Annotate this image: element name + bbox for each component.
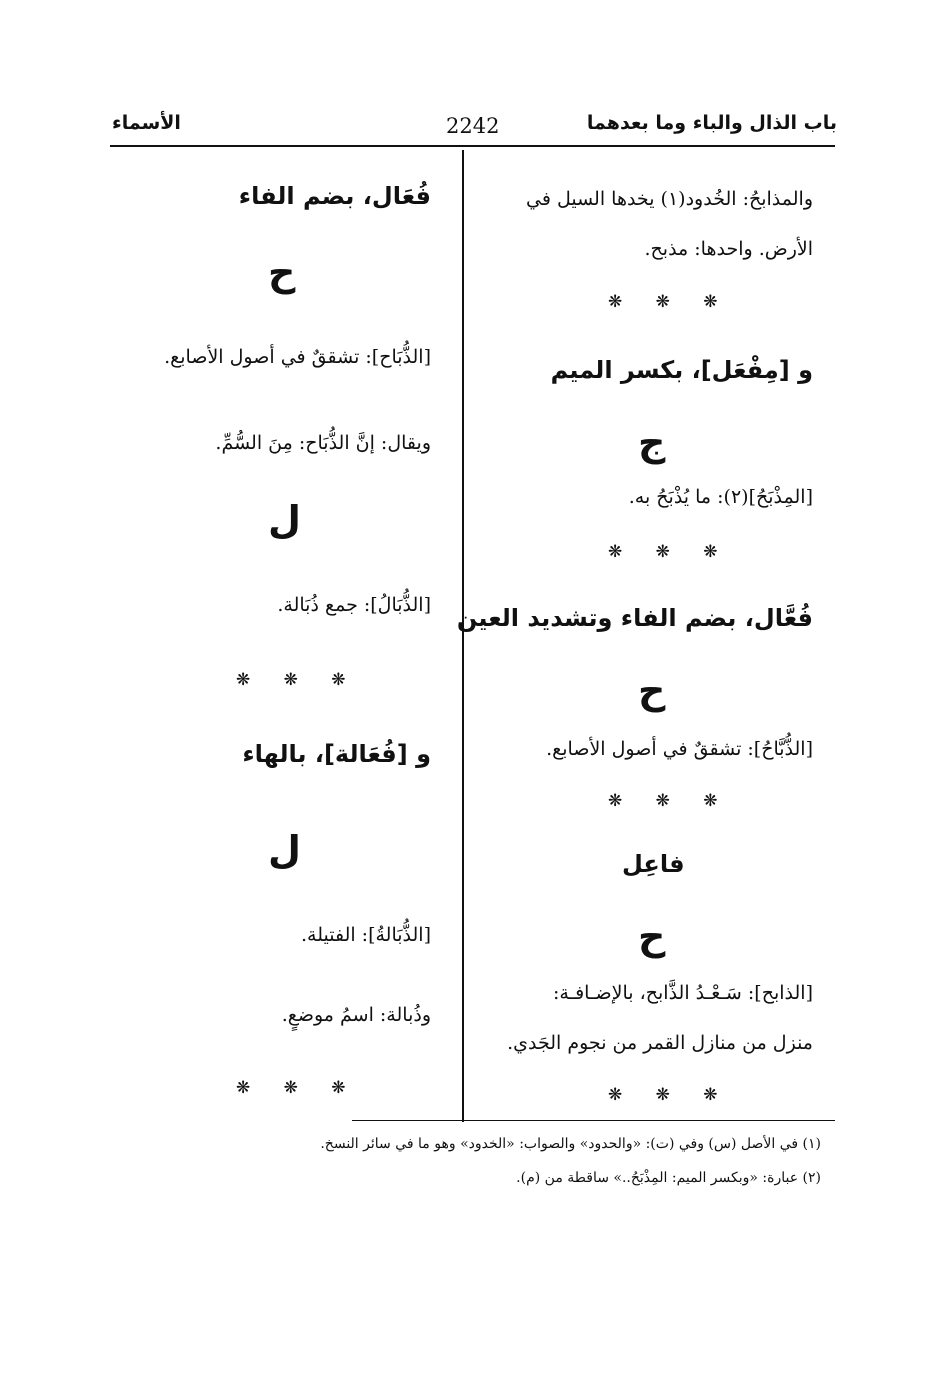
- footnote-1: (١) في الأصل (س) وفي (ت): «والحدود» والصواب: «الخدود» وهو ما في سائر النسخ.: [320, 1136, 821, 1152]
- letter-ha: ح: [638, 914, 666, 958]
- entry-midhbah: [المِذْبَحُ](٢): ما يُذْبَحُ به.: [628, 486, 813, 508]
- section-title: الأسماء: [112, 112, 181, 134]
- letter-ha: ح: [638, 668, 666, 712]
- page-number: 2242: [446, 114, 500, 138]
- chapter-title: باب الذال والباء وما بعدهما: [586, 112, 837, 134]
- letter-jim: ج: [638, 420, 666, 464]
- heading-mifal: و [مِفْعَل]، بكسر الميم: [550, 356, 813, 384]
- letter-lam: ل: [268, 498, 301, 542]
- heading-fual: فُعَال، بضم الفاء: [238, 182, 431, 210]
- column-divider: [462, 150, 464, 1122]
- heading-fuaal: فُعَّال، بضم الفاء وتشديد العين: [456, 604, 813, 632]
- right-line-1: والمذابحُ: الخُدود(١) يخدها السيل في: [526, 188, 813, 210]
- right-line-2: الأرض. واحدها: مذبح.: [644, 238, 813, 260]
- separator-stars: ❋ ❋ ❋: [236, 670, 360, 690]
- separator-stars: ❋ ❋ ❋: [608, 791, 732, 811]
- entry-dhubbah: [الذُّبَّاحُ]: تشققٌ في أصول الأصابع.: [546, 738, 813, 760]
- entry-dhubala-place: وذُبالة: اسمُ موضعٍ.: [281, 1004, 431, 1026]
- letter-lam: ل: [268, 828, 301, 872]
- entry-dhubah: [الذُّبَاح]: تشققٌ في أصول الأصابع.: [164, 346, 431, 368]
- entry-dhabih-2: منزل من منازل القمر من نجوم الجَدي.: [507, 1032, 813, 1054]
- entry-dhubal: [الذُّبَالُ]: جمع ذُبَالة.: [277, 594, 431, 616]
- footnote-rule: [352, 1120, 835, 1121]
- letter-ha: ح: [268, 250, 296, 294]
- header-rule: [110, 145, 835, 147]
- entry-dhubala: [الذُّبَالةُ]: الفتيلة.: [300, 924, 431, 946]
- heading-fail: فاعِل: [622, 850, 685, 878]
- separator-stars: ❋ ❋ ❋: [608, 542, 732, 562]
- footnote-2: (٢) عبارة: «وبكسر الميم: المِذْبَحُ..» ساقطة من (م).: [516, 1170, 821, 1186]
- heading-fuala: و [فُعَالة]، بالهاء: [242, 740, 431, 768]
- entry-dhubah-samm: ويقال: إنَّ الذُّبَاح: مِنَ السُّمِّ.: [215, 432, 431, 454]
- entry-dhabih-1: [الذابح]: سَـعْـدُ الذَّابح، بالإضـافـة:: [552, 982, 813, 1004]
- separator-stars: ❋ ❋ ❋: [608, 292, 732, 312]
- separator-stars: ❋ ❋ ❋: [236, 1078, 360, 1098]
- separator-stars: ❋ ❋ ❋: [608, 1085, 732, 1105]
